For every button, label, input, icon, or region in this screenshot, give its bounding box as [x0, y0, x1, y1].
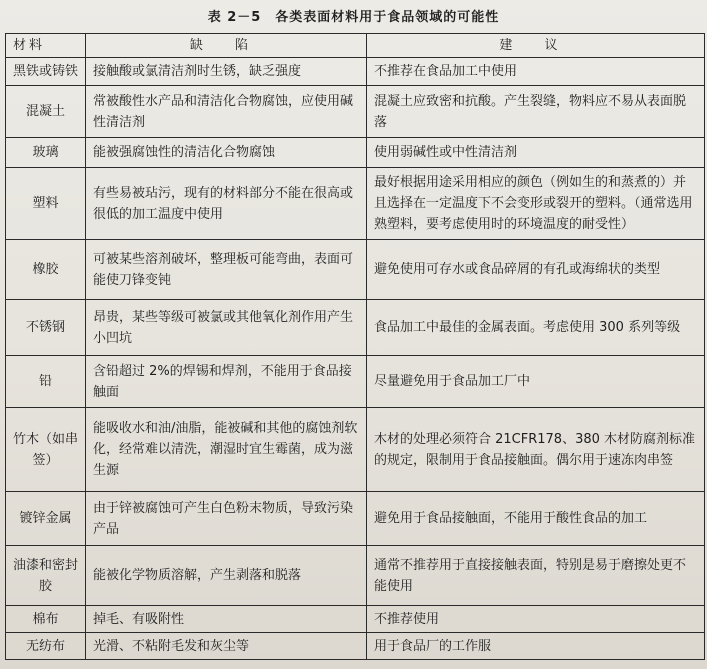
- material-cell: 不锈钢: [6, 300, 86, 356]
- table-row: [6, 633, 705, 660]
- header-row: [6, 34, 705, 58]
- material-cell: 油漆和密封胶: [6, 546, 86, 606]
- defect-cell: 可被某些溶剂破坏，整理板可能弯曲，表面可能使刀锋变钝: [86, 240, 367, 300]
- table-row: [6, 86, 705, 138]
- suggestion-cell: 混凝土应致密和抗酸。产生裂缝，物料应不易从表面脱落: [367, 86, 705, 138]
- material-cell: 竹木（如串签）: [6, 408, 86, 492]
- suggestion-cell: 尽量避免用于食品加工厂中: [367, 356, 705, 408]
- table-row: [6, 58, 705, 86]
- defect-cell: 有些易被玷污，现有的材料部分不能在很高或很低的加工温度中使用: [86, 168, 367, 240]
- defect-cell: 常被酸性水产品和清洁化合物腐蚀，应使用碱性清洁剂: [86, 86, 367, 138]
- suggestion-cell: 避免使用可存水或食品碎屑的有孔或海绵状的类型: [367, 240, 705, 300]
- header-suggestion: 建 议: [367, 34, 705, 58]
- material-cell: 铅: [6, 356, 86, 408]
- material-cell: 棉布: [6, 606, 86, 633]
- suggestion-cell: 不推荐在食品加工中使用: [367, 58, 705, 86]
- defect-cell: 接触酸或氯清洁剂时生锈，缺乏强度: [86, 58, 367, 86]
- suggestion-cell: 食品加工中最佳的金属表面。考虑使用 300 系列等级: [367, 300, 705, 356]
- material-cell: 混凝土: [6, 86, 86, 138]
- table-row: [6, 168, 705, 240]
- table-title: 表 2－5 各类表面材料用于食品领域的可能性: [207, 10, 500, 25]
- defect-cell: 能被化学物质溶解，产生剥落和脱落: [86, 546, 367, 606]
- material-cell: 黑铁或铸铁: [6, 58, 86, 86]
- table-row: [6, 300, 705, 356]
- suggestion-cell: 木材的处理必须符合 21CFR178、380 木材防腐剂标准的规定，限制用于食品接触面。偶尔用于速冻肉串签: [367, 408, 705, 492]
- table-row: [6, 408, 705, 492]
- material-cell: 玻璃: [6, 138, 86, 168]
- material-cell: 无纺布: [6, 633, 86, 660]
- material-cell: 橡胶: [6, 240, 86, 300]
- defect-cell: 光滑、不粘附毛发和灰尘等: [86, 633, 367, 660]
- suggestion-cell: 用于食品厂的工作服: [367, 633, 705, 660]
- defect-cell: 能被强腐蚀性的清洁化合物腐蚀: [86, 138, 367, 168]
- materials-table: [5, 33, 705, 660]
- table-row: [6, 138, 705, 168]
- table-row: [6, 606, 705, 633]
- defect-cell: 能吸收水和油/油脂，能被碱和其他的腐蚀剂软化，经常难以清洗，潮湿时宜生霉菌，成为滋生源: [86, 408, 367, 492]
- suggestion-cell: 最好根据用途采用相应的颜色（例如生的和蒸煮的）并且选择在一定温度下不会变形或裂开的塑料。（通常选用熟塑料，要考虑使用时的环境温度的耐受性）: [367, 168, 705, 240]
- table-row: [6, 492, 705, 546]
- suggestion-cell: 不推荐使用: [367, 606, 705, 633]
- defect-cell: 掉毛、有吸附性: [86, 606, 367, 633]
- defect-cell: 昂贵，某些等级可被氯或其他氧化剂作用产生小凹坑: [86, 300, 367, 356]
- header-material: 材料: [6, 34, 86, 58]
- table-row: [6, 356, 705, 408]
- table-row: [6, 546, 705, 606]
- defect-cell: 由于锌被腐蚀可产生白色粉末物质，导致污染产品: [86, 492, 367, 546]
- suggestion-cell: 避免用于食品接触面，不能用于酸性食品的加工: [367, 492, 705, 546]
- suggestion-cell: 使用弱碱性或中性清洁剂: [367, 138, 705, 168]
- material-cell: 镀锌金属: [6, 492, 86, 546]
- table-row: [6, 240, 705, 300]
- material-cell: 塑料: [6, 168, 86, 240]
- header-defect: 缺 陷: [86, 34, 367, 58]
- defect-cell: 含铅超过 2%的焊锡和焊剂，不能用于食品接触面: [86, 356, 367, 408]
- suggestion-cell: 通常不推荐用于直接接触表面，特别是易于磨擦处更不能使用: [367, 546, 705, 606]
